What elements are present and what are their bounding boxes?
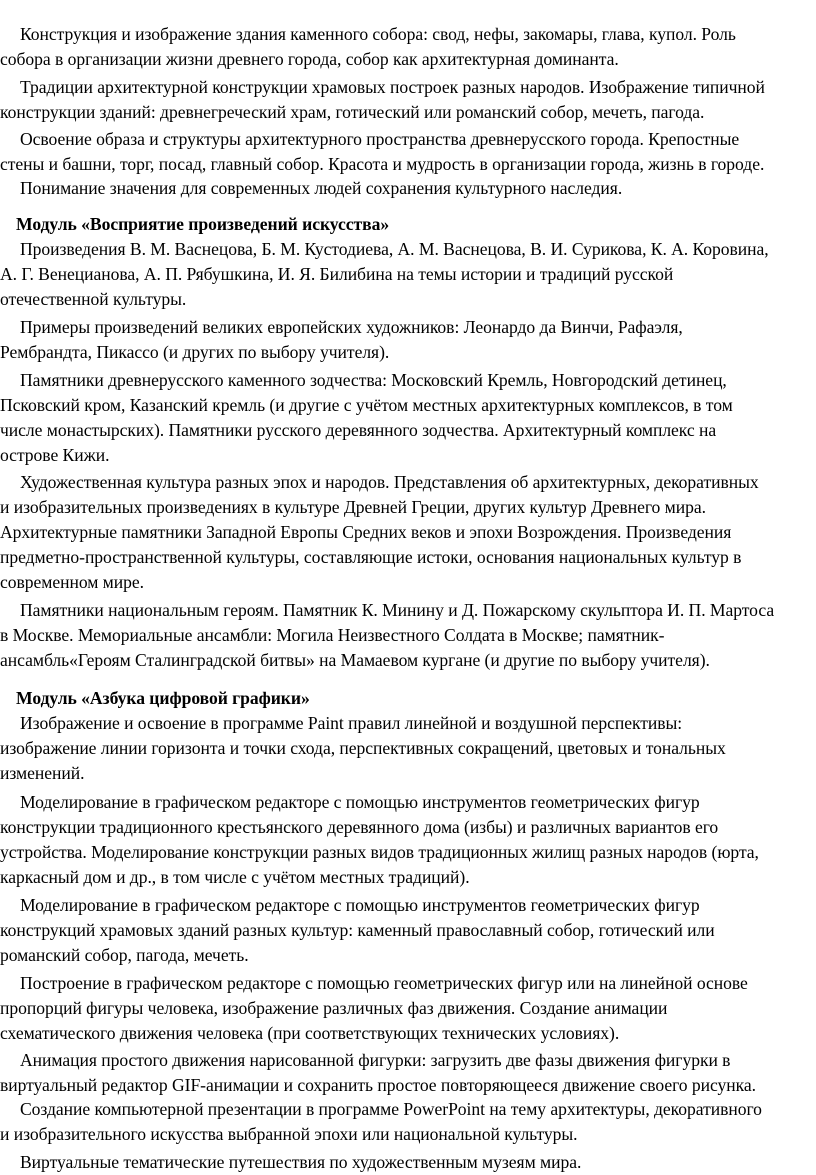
text-line: собора в организации жизни древнего города, собор как архитектурная доминанта.: [0, 48, 619, 69]
paragraph-russian-painters: [0, 237, 816, 312]
paragraph-cultural-heritage: [0, 176, 816, 201]
text-line: Памятники древнерусского каменного зодчества: Московский Кремль, Новгородский детинец,: [20, 370, 727, 390]
paragraph-stone-architecture: [0, 368, 816, 468]
paragraph-paint-perspective: [0, 711, 816, 786]
text-line: пропорций фигуры человека, изображение различных фаз движения. Создание анимации: [0, 997, 668, 1018]
text-line: Создание компьютерной презентации в программе PowerPoint на тему архитектуры, декоративного: [20, 1099, 762, 1119]
text-line: конструкции традиционного крестьянского деревянного дома (избы) и различных вариантов его: [0, 816, 719, 837]
text-line: стены и башни, торг, посад, главный собор. Красота и мудрость в организации города, жизнь в городе.: [0, 153, 765, 174]
text-line: Художественная культура разных эпох и народов. Представления об архитектурных, декоративных: [20, 472, 759, 492]
text-line: Моделирование в графическом редакторе с помощью инструментов геометрических фигур: [20, 792, 700, 812]
text-line: Рембрандта, Пикассо (и других по выбору учителя).: [0, 341, 390, 362]
text-line: изображение линии горизонта и точки схода, перспективных сокращений, цветовых и тональных: [0, 737, 726, 758]
section-heading: Модуль «Восприятие произведений искусства»: [16, 214, 390, 234]
text-line: конструкции зданий: древнегреческий храм, готический или романский собор, мечеть, пагода.: [0, 101, 705, 122]
text-line: и изобразительных произведениях в культуре Древней Греции, других культур Древнего мира.: [0, 496, 706, 517]
paragraph-modeling-temples: [0, 893, 816, 968]
text-line: острове Кижи.: [0, 444, 110, 465]
text-line: изменений.: [0, 762, 85, 783]
paragraph-art-culture-epochs: [0, 470, 816, 594]
text-line: ансамбль«Героям Сталинградской битвы» на Мамаевом кургане (и другие по выбору учителя).: [0, 649, 710, 670]
text-line: Освоение образа и структуры архитектурного пространства древнерусского города. Крепостные: [20, 129, 740, 149]
paragraph-cathedral-construction: [0, 22, 816, 72]
text-line: виртуальный редактор GIF-анимации и сохранить простое повторяющееся движение своего рисунка.: [0, 1074, 756, 1095]
paragraph-temple-traditions: [0, 75, 816, 125]
text-line: в Москве. Мемориальные ансамбли: Могила Неизвестного Солдата в Москве; памятник-: [0, 624, 665, 645]
text-line: современном мире.: [0, 571, 144, 592]
text-line: Традиции архитектурной конструкции храмовых построек разных народов. Изображение типичной: [20, 77, 765, 97]
text-line: романский собор, пагода, мечеть.: [0, 944, 249, 965]
text-line: каркасный дом и др., в том числе с учётом местных традиций).: [0, 866, 470, 887]
text-line: Изображение и освоение в программе Paint правил линейной и воздушной перспективы:: [20, 713, 683, 733]
text-line: Понимание значения для современных людей сохранения культурного наследия.: [20, 178, 623, 198]
paragraph-old-russian-city: [0, 127, 816, 177]
paragraph-national-heroes: [0, 598, 816, 673]
paragraph-gif-animation: [0, 1048, 816, 1098]
text-line: Произведения В. М. Васнецова, Б. М. Кустодиева, А. М. Васнецова, В. И. Сурикова, К. А. Коровина,: [20, 239, 769, 259]
text-line: конструкций храмовых зданий разных культур: каменный православный собор, готический или: [0, 919, 715, 940]
text-line: Виртуальные тематические путешествия по художественным музеям мира.: [20, 1152, 582, 1172]
text-line: числе монастырских). Памятники русского деревянного зодчества. Архитектурный комплекс на: [0, 419, 717, 440]
text-line: Памятники национальным героям. Памятник К. Минину и Д. Пожарскому скульптора И. П. Мартоса: [20, 600, 775, 620]
text-line: и изобразительного искусства выбранной эпохи или национальной культуры.: [0, 1123, 578, 1144]
text-line: схематического движения человека (при соответствующих технических условиях).: [0, 1022, 620, 1043]
heading-module-digital-graphics: [0, 686, 816, 711]
paragraph-european-artists: [0, 315, 816, 365]
paragraph-virtual-museums: [0, 1150, 816, 1175]
text-line: Построение в графическом редакторе с помощью геометрических фигур или на линейной основе: [20, 973, 748, 993]
text-line: Анимация простого движения нарисованной фигурки: загрузить две фазы движения фигурки в: [20, 1050, 731, 1070]
text-line: отечественной культуры.: [0, 288, 187, 309]
text-line: Конструкция и изображение здания каменного собора: свод, нефы, закомары, глава, купол. Роль: [20, 24, 736, 44]
paragraph-human-figure: [0, 971, 816, 1046]
text-line: Моделирование в графическом редакторе с помощью инструментов геометрических фигур: [20, 895, 700, 915]
text-line: устройства. Моделирование конструкции разных видов традиционных жилищ разных народов (юрта,: [0, 841, 759, 862]
paragraph-modeling-houses: [0, 790, 816, 890]
text-line: предметно-пространственной культуры, составляющие истоки, основания национальных культур в: [0, 546, 742, 567]
section-heading: Модуль «Азбука цифровой графики»: [16, 688, 310, 708]
text-line: Псковский кром, Казанский кремль (и другие с учётом местных архитектурных комплексов, в том: [0, 394, 733, 415]
text-line: А. Г. Венецианова, А. П. Рябушкина, И. Я. Билибина на темы истории и традиций русской: [0, 263, 674, 284]
text-line: Примеры произведений великих европейских художников: Леонардо да Винчи, Рафаэля,: [20, 317, 683, 337]
heading-module-art-perception: [0, 212, 816, 237]
paragraph-powerpoint: [0, 1097, 816, 1147]
text-line: Архитектурные памятники Западной Европы Средних веков и эпохи Возрождения. Произведения: [0, 521, 732, 542]
